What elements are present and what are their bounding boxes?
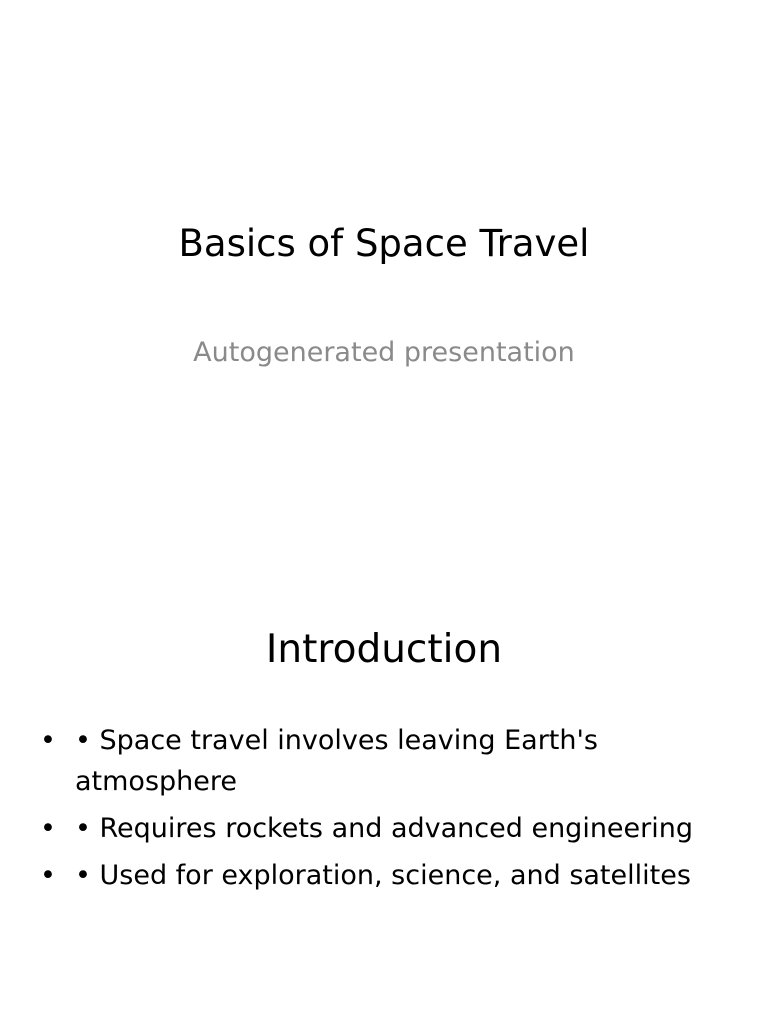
bullet-text: • Requires rockets and advanced engineering bbox=[75, 813, 694, 844]
bullet-marker: • bbox=[40, 813, 56, 844]
bullet-marker: • bbox=[40, 860, 56, 891]
bullet-marker: • bbox=[40, 725, 56, 756]
bullet-text: • Used for exploration, science, and satellites bbox=[75, 860, 691, 891]
bullet-text: • Space travel involves leaving Earth's atmosphere bbox=[75, 725, 598, 797]
bullet-item bbox=[40, 855, 720, 896]
bullet-item bbox=[40, 720, 720, 802]
bullet-item bbox=[40, 808, 720, 849]
slide-title: Basics of Space Travel bbox=[178, 222, 590, 265]
bullet-list bbox=[40, 720, 720, 902]
slide-title: Introduction bbox=[265, 627, 503, 672]
slide-subtitle: Autogenerated presentation bbox=[193, 337, 575, 368]
content-slide bbox=[0, 512, 768, 1024]
